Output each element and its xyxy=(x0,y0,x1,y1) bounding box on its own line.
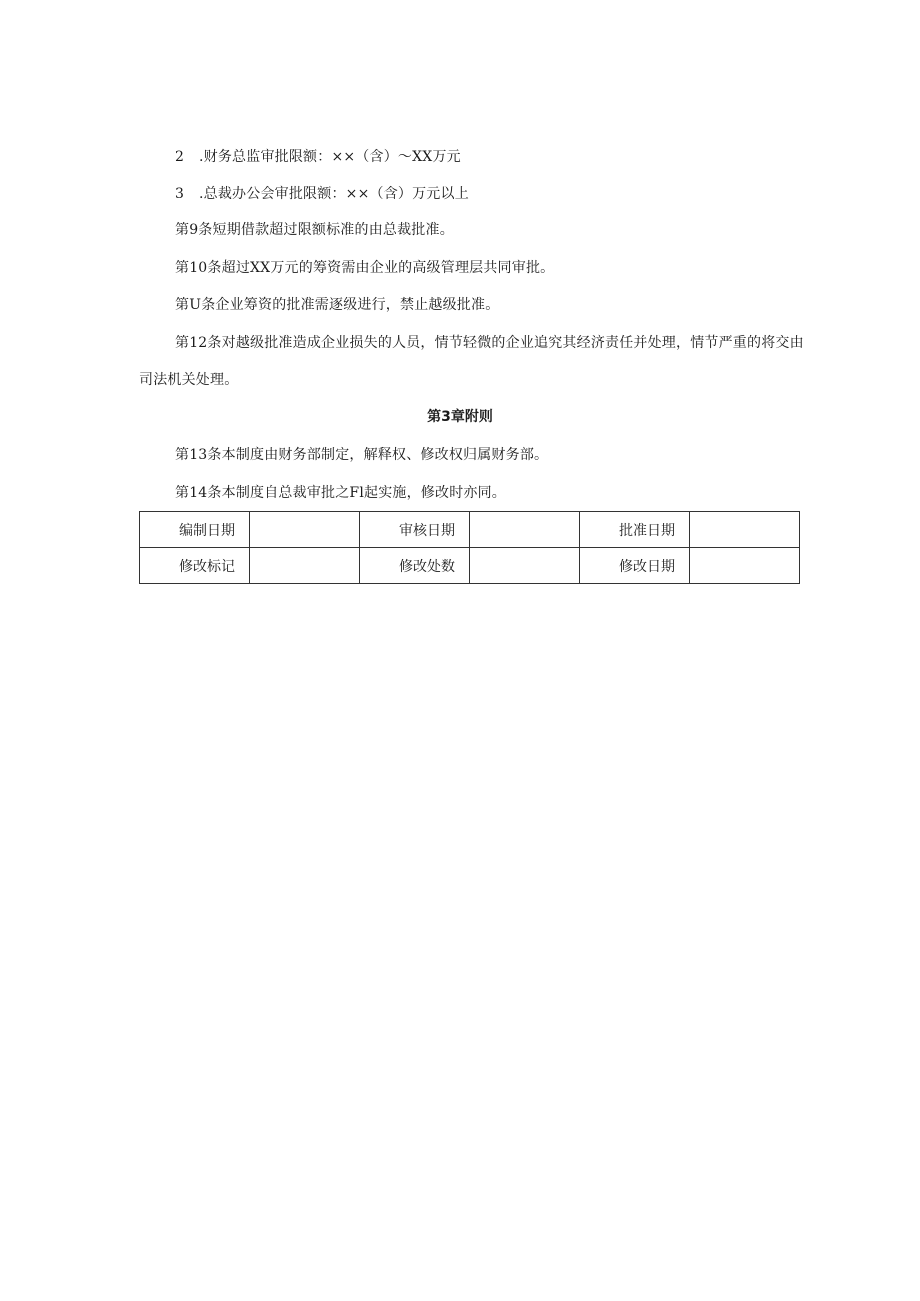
approval-date-value xyxy=(690,512,800,548)
compile-date-value xyxy=(250,512,360,548)
review-date-value xyxy=(470,512,580,548)
revision-count-value xyxy=(470,548,580,584)
list-item-2 xyxy=(175,148,461,166)
revision-date-label: 修改日期 xyxy=(580,548,690,584)
list-item-text: .总裁办公会审批限额：××（含）万元以上 xyxy=(199,186,469,202)
revision-date-value xyxy=(690,548,800,584)
approval-date-label: 批准日期 xyxy=(580,512,690,548)
revision-count-label: 修改处数 xyxy=(360,548,470,584)
article-9: 第9条短期借款超过限额标准的由总裁批准。 xyxy=(175,222,454,238)
article-14: 第14条本制度自总裁审批之Fl起实施，修改时亦同。 xyxy=(175,485,507,501)
article-10: 第10条超过XX万元的筹资需由企业的高级管理层共同审批。 xyxy=(175,260,555,276)
list-item-3 xyxy=(175,185,469,203)
record-table xyxy=(139,511,800,584)
article-12-line-1: 第12条对越级批准造成企业损失的人员，情节轻微的企业追究其经济责任并处理，情节严重的将交由 xyxy=(175,335,804,351)
list-item-text: .财务总监审批限额：××（含）～XX万元 xyxy=(199,149,461,165)
article-12-line-2: 司法机关处理。 xyxy=(139,372,239,388)
table-row xyxy=(140,512,800,548)
article-11: 第U条企业筹资的批准需逐级进行，禁止越级批准。 xyxy=(175,297,500,313)
list-item-number: 2 xyxy=(175,149,185,165)
article-13: 第13条本制度由财务部制定，解释权、修改权归属财务部。 xyxy=(175,447,549,463)
table-row xyxy=(140,548,800,584)
revision-mark-value xyxy=(250,548,360,584)
review-date-label: 审核日期 xyxy=(360,512,470,548)
compile-date-label: 编制日期 xyxy=(140,512,250,548)
list-item-number: 3 xyxy=(175,186,185,202)
revision-mark-label: 修改标记 xyxy=(140,548,250,584)
chapter-heading: 第3章附则 xyxy=(427,409,493,425)
